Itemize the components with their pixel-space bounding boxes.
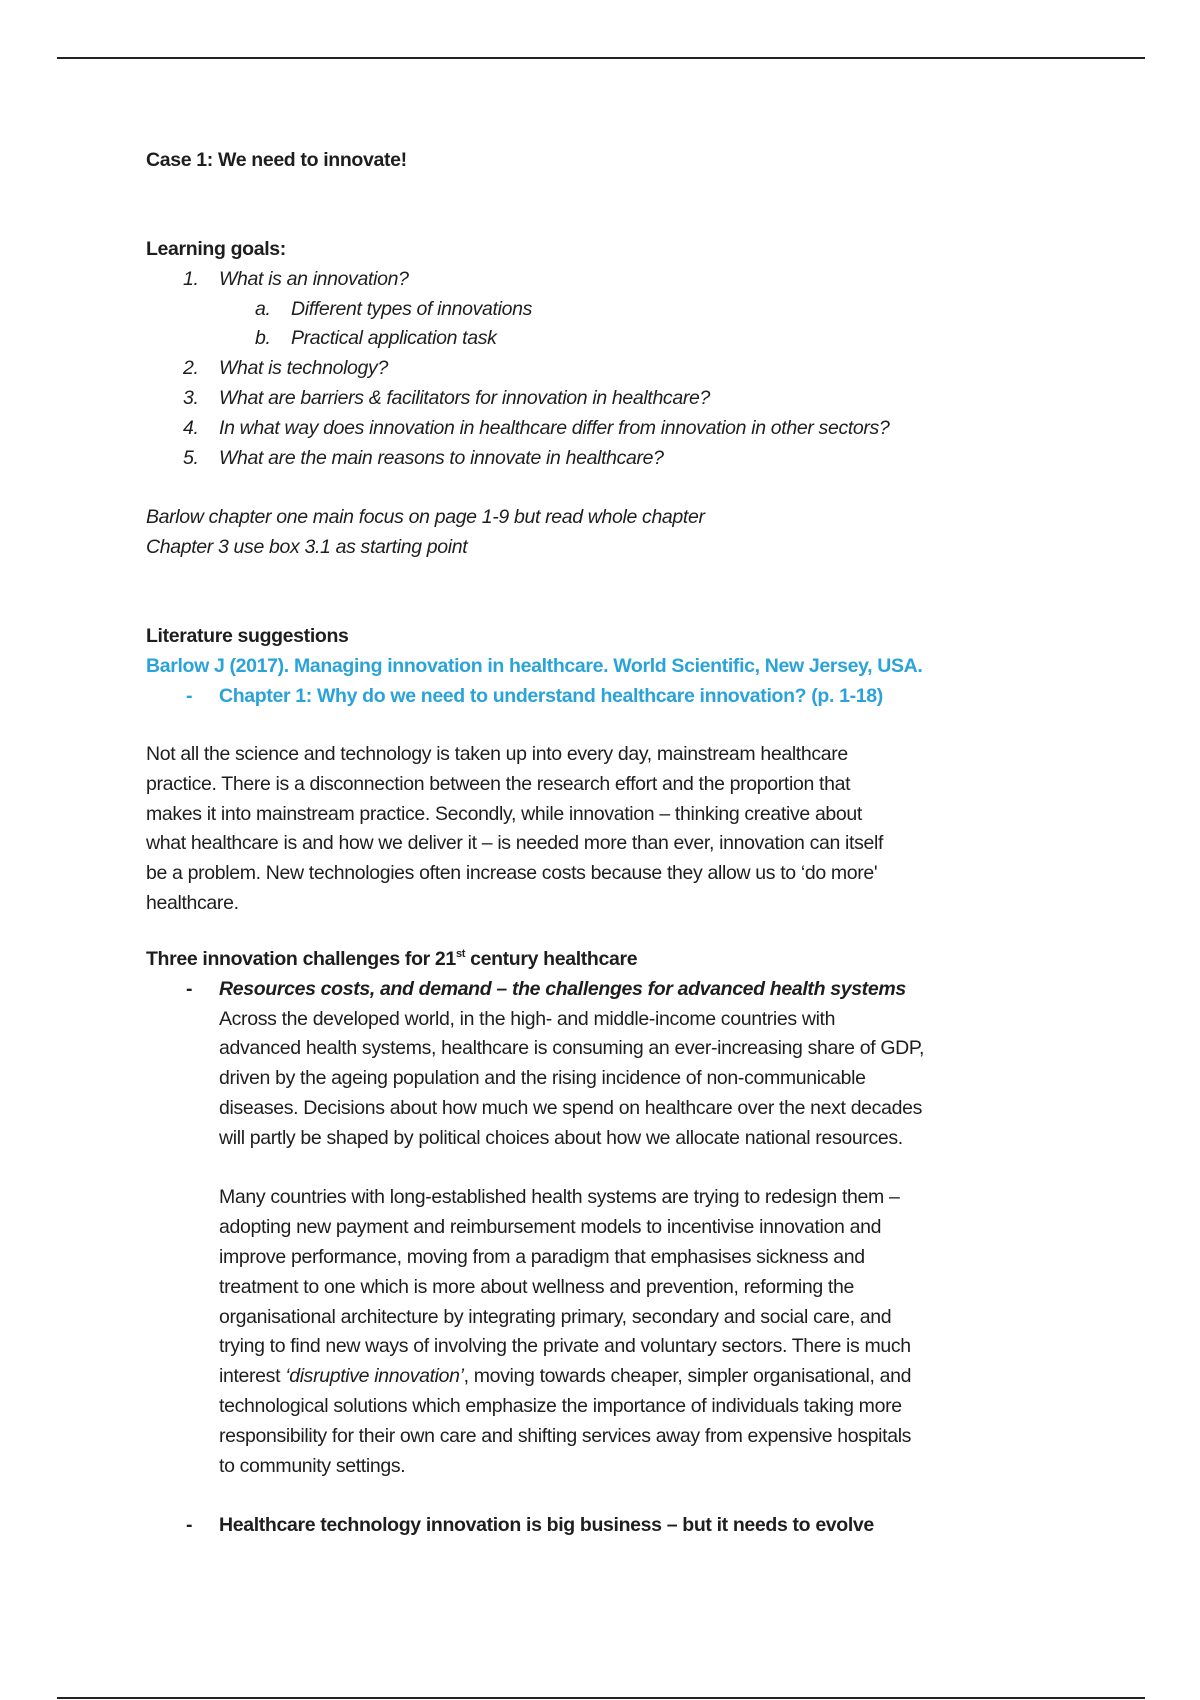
goal-1b [146, 324, 1106, 354]
bullet-dash: - [186, 1514, 193, 1537]
paragraph-line: trying to find new ways of involving the private and voluntary sectors. There is much [219, 1335, 911, 1358]
goal-number: 3. [183, 386, 199, 409]
goal-number: 2. [183, 357, 199, 380]
goal-3 [146, 384, 1106, 414]
goal-text: What is an innovation? [219, 267, 409, 290]
goal-number: 4. [183, 416, 199, 439]
paragraph-line: organisational architecture by integrating primary, secondary and social care, and [219, 1305, 892, 1328]
literature-section [146, 622, 1106, 711]
goal-text: In what way does innovation in healthcare differ from innovation in other sectors? [219, 416, 890, 439]
goal-number: a. [255, 297, 271, 320]
goal-4 [146, 414, 1106, 444]
learning-goals-heading: Learning goals: [146, 238, 286, 260]
heading-text: Three innovation challenges for 21 [146, 948, 456, 970]
paragraph-line: driven by the ageing population and the rising incidence of non-communicable [219, 1067, 866, 1090]
challenges-section [146, 945, 1106, 1541]
goal-text: Different types of innovations [291, 297, 532, 320]
goal-1a [146, 295, 1106, 325]
goal-text: What are barriers & facilitators for innovation in healthcare? [219, 386, 710, 409]
page-title: Case 1: We need to innovate! [146, 149, 407, 171]
paragraph-line: advanced health systems, healthcare is consuming an ever-increasing share of GDP, [219, 1037, 925, 1060]
paragraph-line: responsibility for their own care and shifting services away from expensive hospitals [219, 1424, 912, 1447]
challenge-2-title [146, 1511, 1106, 1541]
paragraph-line: Across the developed world, in the high- and middle-income countries with [219, 1007, 836, 1030]
bullet-dash: - [186, 684, 193, 707]
goal-5 [146, 444, 1106, 474]
learning-goals [146, 235, 1106, 563]
paragraph-line [219, 1362, 1106, 1392]
challenges-heading [146, 945, 1106, 975]
paragraph-line: makes it into mainstream practice. Secondly, while innovation – thinking creative about [146, 802, 862, 825]
goal-text: Practical application task [291, 327, 497, 350]
reading-note: Chapter 3 use box 3.1 as starting point [146, 535, 468, 558]
challenge-1-paragraph-1 [219, 1005, 1106, 1154]
challenge-1-paragraph-2 [219, 1183, 1106, 1481]
paragraph-line: Many countries with long-established health systems are trying to redesign them – [219, 1186, 900, 1209]
paragraph-line: practice. There is a disconnection between the research effort and the proportion that [146, 772, 851, 795]
literature-chapter-item [146, 682, 1106, 712]
heading-superscript: st [455, 948, 466, 960]
paragraph-line: diseases. Decisions about how much we spend on healthcare over the next decades [219, 1096, 922, 1119]
top-rule [57, 57, 1145, 59]
goal-number: b. [255, 327, 271, 350]
reading-note: Barlow chapter one main focus on page 1-9 but read whole chapter [146, 506, 705, 529]
goal-text: What are the main reasons to innovate in healthcare? [219, 446, 664, 469]
bullet-dash: - [186, 977, 193, 1000]
paragraph-line: to community settings. [219, 1454, 406, 1477]
goal-2 [146, 354, 1106, 384]
literature-heading: Literature suggestions [146, 625, 349, 647]
paragraph-line: will partly be shaped by political choices about how we allocate national resources. [219, 1126, 903, 1149]
goal-text: What is technology? [219, 357, 388, 380]
paragraph-line: healthcare. [146, 891, 239, 914]
bottom-rule [57, 1697, 1145, 1699]
text: interest [219, 1365, 286, 1388]
challenge-title: Healthcare technology innovation is big business – but it needs to evolve [219, 1514, 874, 1537]
text: , moving towards cheaper, simpler organisational, and [463, 1365, 912, 1388]
paragraph-line: be a problem. New technologies often increase costs because they allow us to ‘do more' [146, 862, 878, 885]
paragraph-line: treatment to one which is more about wellness and prevention, reforming the [219, 1275, 854, 1298]
intro-paragraph [146, 740, 1106, 919]
literature-reference-link[interactable]: Barlow J (2017). Managing innovation in healthcare. World Scientific, New Jersey, USA. [146, 654, 923, 677]
paragraph-line: technological solutions which emphasize the importance of individuals taking more [219, 1394, 902, 1417]
paragraph-line: Not all the science and technology is taken up into every day, mainstream healthcare [146, 743, 848, 765]
literature-chapter-link[interactable]: Chapter 1: Why do we need to understand healthcare innovation? (p. 1-18) [219, 684, 883, 707]
goal-number: 1. [183, 267, 199, 290]
goal-number: 5. [183, 446, 199, 469]
challenge-1-title [146, 975, 1106, 1005]
challenge-title: Resources costs, and demand – the challenges for advanced health systems [219, 977, 906, 1000]
italic-term: ‘disruptive innovation’ [285, 1365, 464, 1388]
goal-1 [146, 265, 1106, 295]
paragraph-line: adopting new payment and reimbursement models to incentivise innovation and [219, 1216, 882, 1239]
paragraph-line: improve performance, moving from a paradigm that emphasises sickness and [219, 1245, 865, 1268]
heading-text: century healthcare [465, 948, 638, 970]
paragraph-line: what healthcare is and how we deliver it – is needed more than ever, innovation can itself [146, 832, 884, 855]
